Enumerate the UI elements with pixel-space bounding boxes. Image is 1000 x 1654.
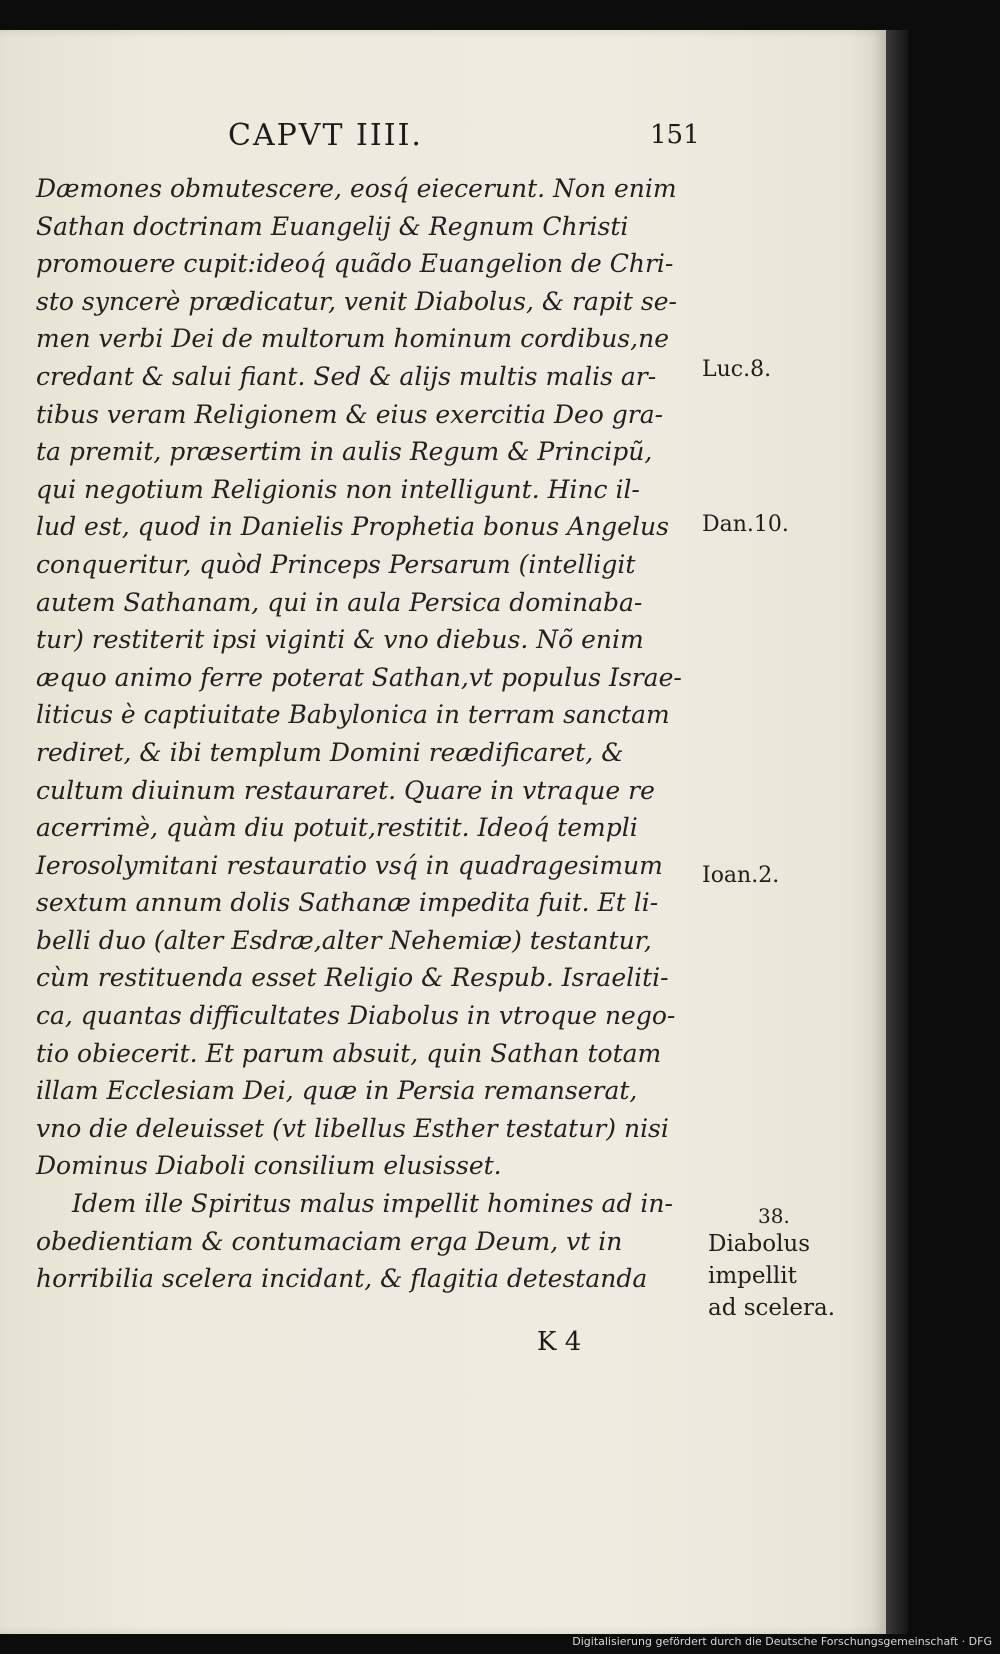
text-line: men verbi Dei de multorum hominum cordibus,ne [36,324,669,354]
text-line: horribilia scelera incidant, & flagitia detestanda [36,1264,648,1294]
text-line: cùm restituenda esset Religio & Respub. Israeliti- [36,963,669,993]
side-caption [708,1228,835,1324]
text-line: Dominus Diaboli consilium elusisset. [36,1151,502,1181]
footer-credit: Digitalisierung gefördert durch die Deutsche Forschungsgemeinschaft · DFG [572,1635,992,1648]
page-number: 151 [650,120,700,150]
margin-note-luc: Luc.8. [702,357,772,382]
signature-mark: K 4 [537,1327,582,1357]
text-line: tibus veram Religionem & eius exercitia Deo gra- [36,399,664,429]
text-line: autem Sathanam, qui in aula Persica dominaba- [36,587,643,617]
text-line: æquo animo ferre poterat Sathan,vt populus Israe- [36,662,682,692]
side-caption-line: impellit [708,1263,797,1289]
text-line: qui negotium Religionis non intelligunt. Hinc il- [36,474,640,504]
text-line: promouere cupit:ideoq́ quãdo Euangelion de Chri- [36,249,674,279]
text-line: rediret, & ibi templum Domini reædificaret, & [36,737,624,767]
text-line: vno die deleuisset (vt libellus Esther testatur) nisi [36,1113,669,1143]
text-line: conqueritur, quòd Princeps Persarum (intelligit [36,549,636,579]
margin-note-ioan: Ioan.2. [702,863,780,888]
text-line: Sathan doctrinam Euangelij & Regnum Christi [36,211,629,241]
text-line: Ierosolymitani restauratio vsq́ in quadragesimum [36,850,663,880]
text-line: illam Ecclesiam Dei, quæ in Persia remanserat, [36,1076,638,1106]
text-line: sextum annum dolis Sathanæ impedita fuit. Et li- [36,888,659,918]
text-line: ca, quantas difficultates Diabolus in vtroque nego- [36,1001,676,1031]
text-line: credant & salui fiant. Sed & alijs multis malis ar- [36,361,657,391]
text-line: tur) restiterit ipsi viginti & vno diebus. Nõ enim [36,625,644,655]
page-header [0,118,886,158]
body-text [36,170,696,1298]
page-edge [886,30,908,1634]
side-caption-line: Diabolus [708,1231,811,1257]
text-line: belli duo (alter Esdræ,alter Nehemiæ) testantur, [36,925,652,955]
text-line: sto syncerè prædicatur, venit Diabolus, & rapit se- [36,286,677,316]
text-line: Dæmones obmutescere, eosq́ eiecerunt. Non enim [36,174,677,203]
margin-note-dan: Dan.10. [702,512,789,537]
text-line: lud est, quod in Danielis Prophetia bonus Angelus [36,512,669,542]
side-caption-line: ad scelera. [708,1295,836,1321]
running-title: CAPVT IIII. [228,118,423,153]
text-line: obedientiam & contumaciam erga Deum, vt in [36,1226,623,1256]
text-line: tio obiecerit. Et parum absuit, quin Sathan totam [36,1038,662,1068]
text-line: ta premit, præsertim in aulis Regum & Principũ, [36,437,653,467]
text-line: acerrimè, quàm diu potuit,restitit. Ideoq́ templi [36,813,638,843]
text-line: cultum diuinum restauraret. Quare in vtraque re [36,775,655,805]
section-number: 38. [758,1204,790,1228]
text-line: liticus è captiuitate Babylonica in terram sanctam [36,700,670,730]
text-line: Idem ille Spiritus malus impellit homines ad in- [72,1189,673,1219]
